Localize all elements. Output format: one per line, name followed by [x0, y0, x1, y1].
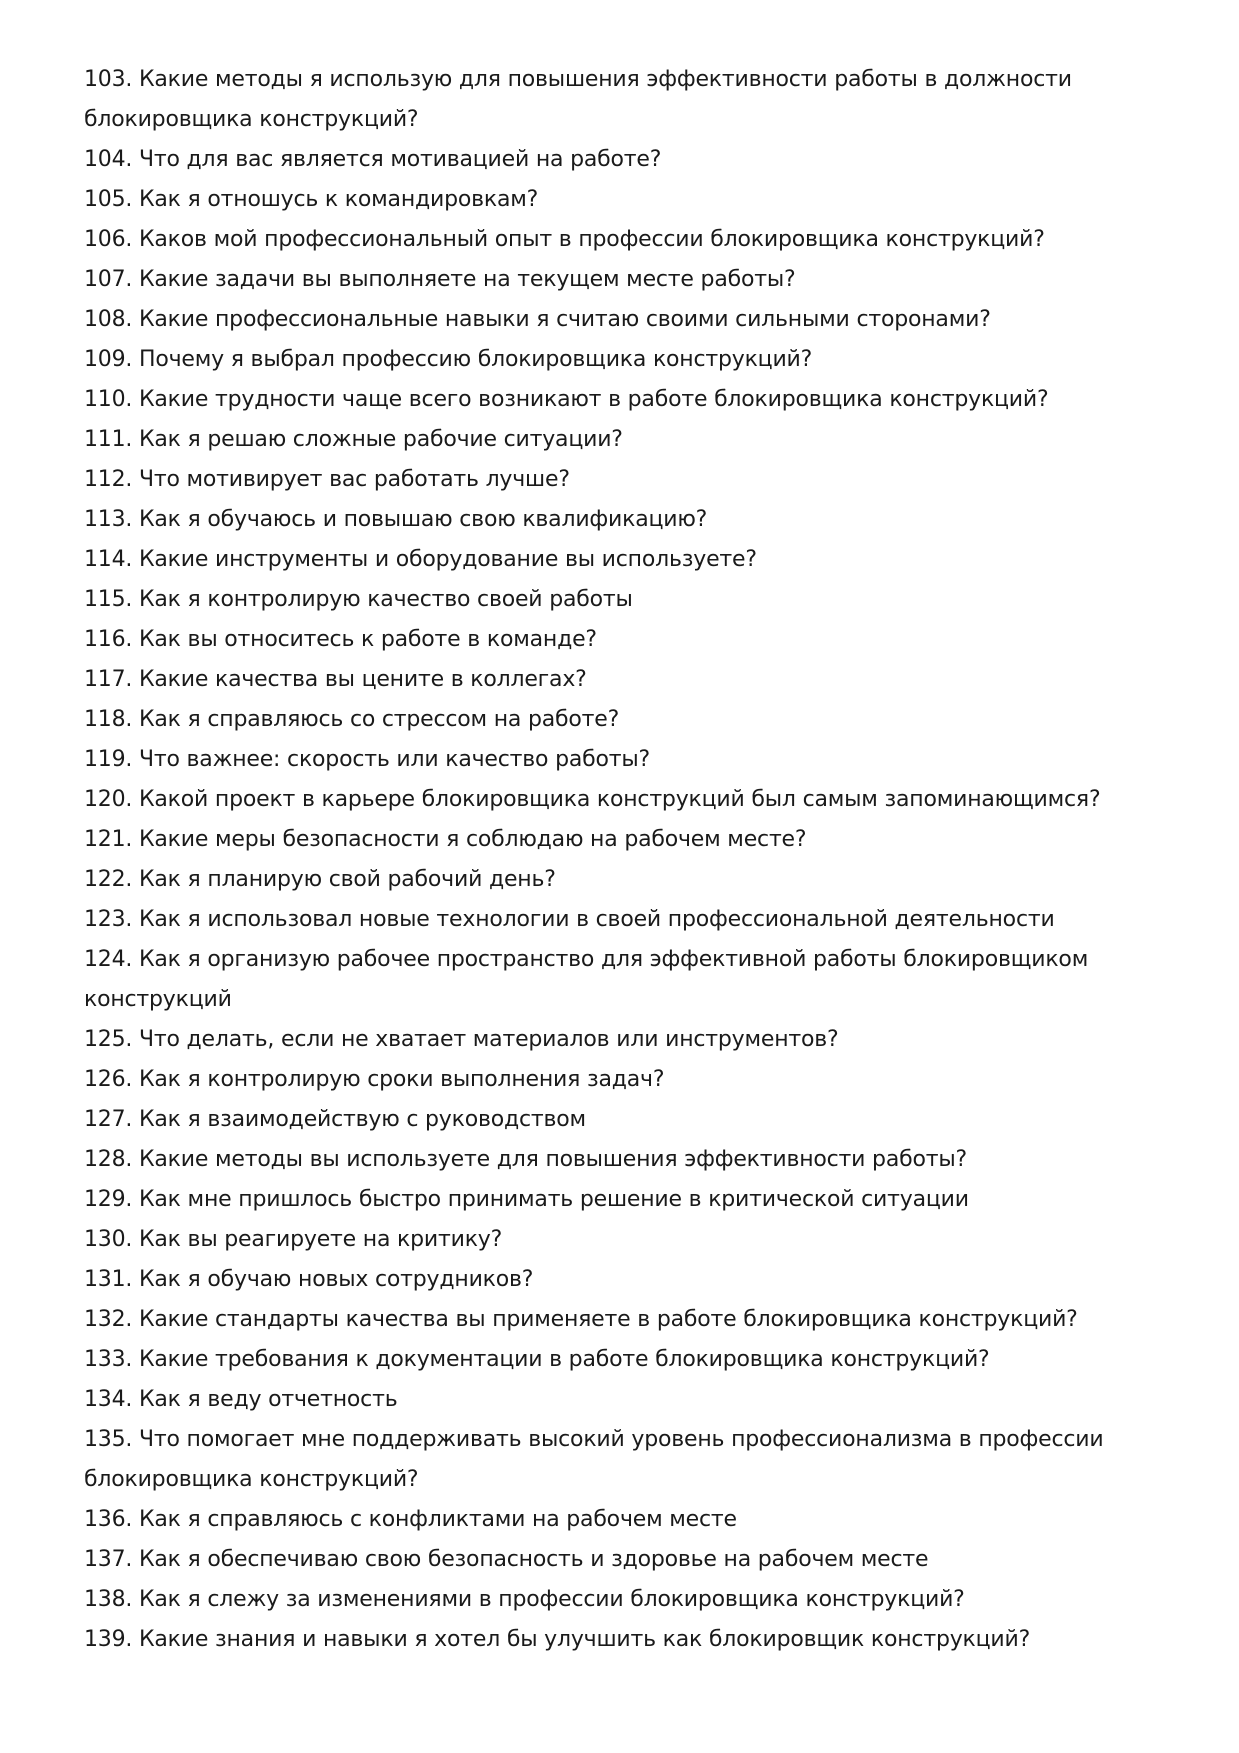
question-line-137: 137. Как я обеспечиваю свою безопасность и здоровье на рабочем месте: [84, 1547, 929, 1572]
question-line-112: 112. Что мотивирует вас работать лучше?: [84, 467, 570, 492]
question-line-115: 115. Как я контролирую качество своей работы: [84, 587, 633, 612]
question-line-111: 111. Как я решаю сложные рабочие ситуации?: [84, 427, 623, 452]
question-line-118: 118. Как я справляюсь со стрессом на работе?: [84, 707, 620, 732]
question-line-106: 106. Каков мой профессиональный опыт в профессии блокировщика конструкций?: [84, 227, 1045, 252]
question-line-135: 135. Что помогает мне поддерживать высокий уровень профессионализма в профессии: [84, 1427, 1104, 1452]
question-line-119: 119. Что важнее: скорость или качество работы?: [84, 747, 651, 772]
document-page: [84, 60, 1164, 1660]
question-line-108: 108. Какие профессиональные навыки я считаю своими сильными сторонами?: [84, 307, 991, 332]
question-line-136: 136. Как я справляюсь с конфликтами на рабочем месте: [84, 1507, 737, 1532]
question-line-126: 126. Как я контролирую сроки выполнения задач?: [84, 1067, 665, 1092]
question-line-114: 114. Какие инструменты и оборудование вы используете?: [84, 547, 757, 572]
question-line-139: 139. Какие знания и навыки я хотел бы улучшить как блокировщик конструкций?: [84, 1627, 1031, 1652]
question-line-113: 113. Как я обучаюсь и повышаю свою квалификацию?: [84, 507, 708, 532]
question-line-135-cont: блокировщика конструкций?: [84, 1467, 419, 1492]
question-line-110: 110. Какие трудности чаще всего возникают в работе блокировщика конструкций?: [84, 387, 1049, 412]
question-line-132: 132. Какие стандарты качества вы применяете в работе блокировщика конструкций?: [84, 1307, 1078, 1332]
question-line-120: 120. Какой проект в карьере блокировщика конструкций был самым запоминающимся?: [84, 787, 1101, 812]
question-line-133: 133. Какие требования к документации в работе блокировщика конструкций?: [84, 1347, 990, 1372]
question-line-103: 103. Какие методы я использую для повышения эффективности работы в должности: [84, 67, 1072, 92]
question-line-109: 109. Почему я выбрал профессию блокировщика конструкций?: [84, 347, 813, 372]
question-line-104: 104. Что для вас является мотивацией на работе?: [84, 147, 662, 172]
question-line-129: 129. Как мне пришлось быстро принимать решение в критической ситуации: [84, 1187, 969, 1212]
question-line-122: 122. Как я планирую свой рабочий день?: [84, 867, 556, 892]
question-line-107: 107. Какие задачи вы выполняете на текущем месте работы?: [84, 267, 796, 292]
question-line-134: 134. Как я веду отчетность: [84, 1387, 398, 1412]
question-line-103-cont: блокировщика конструкций?: [84, 107, 419, 132]
question-line-116: 116. Как вы относитесь к работе в команде?: [84, 627, 597, 652]
question-line-123: 123. Как я использовал новые технологии в своей профессиональной деятельности: [84, 907, 1055, 932]
question-line-117: 117. Какие качества вы цените в коллегах?: [84, 667, 587, 692]
question-line-124: 124. Как я организую рабочее пространство для эффективной работы блокировщиком: [84, 947, 1089, 972]
question-line-124-cont: конструкций: [84, 987, 232, 1012]
question-line-128: 128. Какие методы вы используете для повышения эффективности работы?: [84, 1147, 967, 1172]
question-line-125: 125. Что делать, если не хватает материалов или инструментов?: [84, 1027, 839, 1052]
question-line-130: 130. Как вы реагируете на критику?: [84, 1227, 503, 1252]
question-line-105: 105. Как я отношусь к командировкам?: [84, 187, 539, 212]
question-line-131: 131. Как я обучаю новых сотрудников?: [84, 1267, 534, 1292]
question-line-121: 121. Какие меры безопасности я соблюдаю на рабочем месте?: [84, 827, 807, 852]
question-line-138: 138. Как я слежу за изменениями в профессии блокировщика конструкций?: [84, 1587, 965, 1612]
question-line-127: 127. Как я взаимодействую с руководством: [84, 1107, 586, 1132]
